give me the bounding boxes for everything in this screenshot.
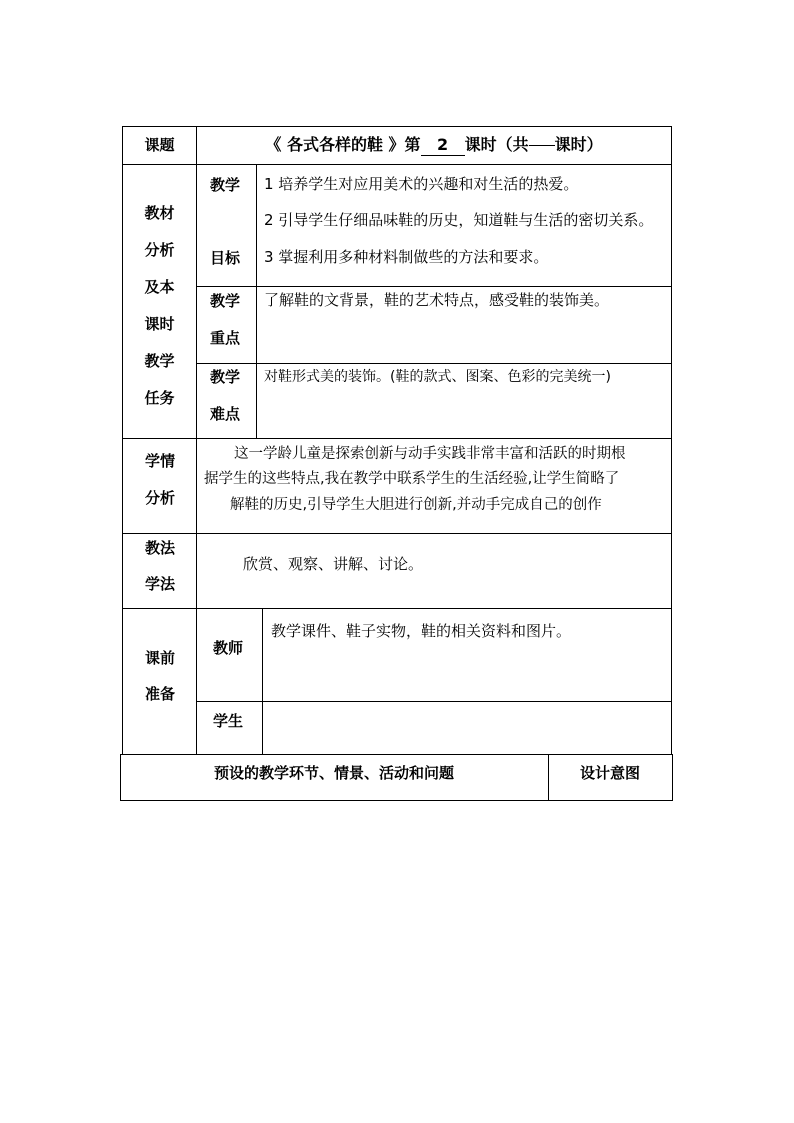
teacher-label-cell (196, 608, 263, 702)
goals-label-bottom: 目标 (210, 249, 241, 267)
teacher-text: 教学课件、鞋子实物，鞋的相关资料和图片。 (271, 622, 572, 640)
goal-item: 2 引导学生仔细品味鞋的历史，知道鞋与生活的密切关系。 (264, 211, 654, 229)
design-intent-header: 设计意图 (580, 764, 641, 782)
student-analysis-line: 这一学龄儿童是探索创新与动手实践非常丰富和活跃的时期根 (234, 446, 626, 462)
goals-label-top: 教学 (210, 176, 241, 194)
student-analysis-label-top: 学情 (145, 452, 176, 470)
topic-label: 课题 (144, 135, 175, 154)
student-analysis-line: 解鞋的历史,引导学生大胆进行创新,并动手完成自己的创作 (230, 497, 602, 513)
key-points-label-bottom: 重点 (210, 329, 241, 347)
preparation-label-cell (122, 608, 197, 755)
student-analysis-line: 据学生的这些特点,我在教学中联系学生的生活经验,让学生简略了 (204, 471, 620, 487)
preparation-label-bottom: 准备 (145, 685, 176, 703)
analysis-label-line: 及本 (144, 277, 175, 296)
student-analysis-label-cell (122, 438, 197, 534)
analysis-label-line: 教材 (144, 203, 175, 222)
goal-item: 3 掌握利用多种材料制做些的方法和要求。 (264, 248, 549, 266)
topic-title-suffix: 课时） (554, 135, 603, 155)
analysis-label-line: 分析 (144, 240, 175, 259)
key-points-content-cell (256, 286, 672, 364)
preparation-label-top: 课前 (145, 649, 176, 667)
goals-content-cell (256, 164, 672, 287)
activities-header: 预设的教学环节、情景、活动和问题 (214, 764, 455, 782)
key-points-label-top: 教学 (210, 292, 241, 310)
total-lessons (529, 145, 555, 146)
student-content-cell (262, 701, 672, 755)
difficulties-label-bottom: 难点 (210, 405, 241, 423)
topic-title-prefix: 《 各式各样的鞋 》第 (265, 135, 421, 155)
difficulties-content-cell (256, 363, 672, 439)
topic-label-cell (122, 126, 197, 165)
topic-title-mid: 课时（共 (464, 135, 529, 155)
key-points-text: 了解鞋的文背景，鞋的艺术特点，感受鞋的装饰美。 (264, 291, 610, 309)
activities-header-cell (120, 754, 549, 801)
goals-label-cell (196, 164, 257, 287)
analysis-label-line: 课时 (144, 314, 175, 333)
student-analysis-content-cell (196, 438, 672, 534)
student-label: 学生 (213, 712, 244, 730)
analysis-label-line: 教学 (144, 351, 175, 370)
analysis-label-cell (122, 164, 197, 439)
methods-text: 欣赏、观察、讲解、讨论。 (243, 555, 424, 573)
teacher-content-cell (262, 608, 672, 702)
key-points-label-cell (196, 286, 257, 364)
difficulties-text: 对鞋形式美的装饰。(鞋的款式、图案、色彩的完美统一) (264, 369, 611, 385)
lesson-number: 2 (421, 135, 465, 157)
analysis-label-line: 任务 (144, 388, 175, 407)
methods-label-cell (122, 533, 197, 609)
methods-label-top: 教法 (145, 539, 176, 557)
design-intent-header-cell (548, 754, 673, 801)
difficulties-label-cell (196, 363, 257, 439)
teacher-label: 教师 (213, 639, 244, 657)
difficulties-label-top: 教学 (210, 368, 241, 386)
methods-label-bottom: 学法 (145, 575, 176, 593)
student-analysis-label-bottom: 分析 (145, 489, 176, 507)
goal-item: 1 培养学生对应用美术的兴趣和对生活的热爱。 (264, 175, 579, 193)
student-label-cell (196, 701, 263, 755)
methods-content-cell (196, 533, 672, 609)
topic-title-cell (196, 126, 672, 165)
